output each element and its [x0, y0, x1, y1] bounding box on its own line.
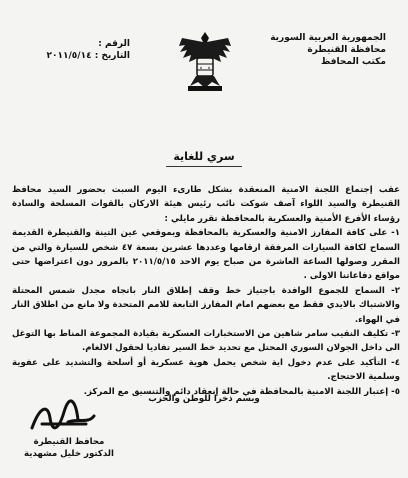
issuer-office: مكتب المحافظ: [320, 57, 386, 67]
body-intro: عقب إجتماع اللجنة الامنية المنعقدة بشكل طارىء اليوم السبت بحضور السيد محافظ القنيطرة والسيد اللواء آصف شوكت نائب رئيس هيئة الاركان بالقوات المسلحة والسادة رؤساء الأفرع الأمنية والعسكرية بالمحافظة تقرر مايلي :: [12, 185, 400, 224]
number-label: الرقم :: [98, 39, 130, 49]
reference-block: [20, 38, 130, 62]
letter-body: [12, 183, 400, 399]
body-item: ٢- السماح للجموع الوافدة باجتياز خط وقف إطلاق النار باتجاه مجدل شمس المحتلة والاشتباك بالايدي فقط مع بعضهم امام المفارز التابعة للامم المتحدة ولا مانع من اطلاق النار في الهواء.: [12, 285, 400, 325]
reference-number: [20, 38, 130, 50]
issuer-country: الجمهورية العربية السورية: [270, 33, 386, 43]
letterhead-issuer: [266, 32, 386, 68]
signatory-name: الدكتور خليل مشهدية: [24, 449, 114, 459]
eagle-emblem-icon: [176, 28, 234, 94]
signatory-title: محافظ القنيطرة: [33, 437, 105, 447]
classification-title: سري للغاية: [173, 150, 235, 163]
title-underline: [166, 166, 242, 167]
date-value: ٢٠١١/٥/١٤: [46, 51, 92, 61]
issuer-governorate: محافظة القنيطرة: [307, 45, 386, 55]
body-item: ٥- إعتبار اللجنة الامنية بالمحافظة في حالة إنعقاد دائم والتنسيق مع المركز.: [83, 386, 400, 397]
closing-line: وبسم ذخرا للوطن والحزب: [148, 394, 260, 404]
signatory-block: [24, 436, 114, 460]
date-label: التاريخ :: [94, 51, 130, 61]
reference-date: [20, 50, 130, 62]
body-item: ٣- تكليف النقيب سامر شاهين من الاستخبارات العسكرية بقيادة المجموعة المناط بها التوغل الى داخل الجولان السوري المحتل مع تحديد خط السير تفاديا لحقول الالغام.: [12, 329, 400, 354]
body-item: ١- على كافة المفارز الامنية والعسكرية بالمحافظة وبموقعي عين التينة والقنيطرة القديمة السماح لكافة السيارات المرفقة ارقامها وعددها عشرين بسعة ٤٧ شخص للسيارة والتي من المقرر وصولها الساعة العاشرة من صباح يوم الاحد ٢٠١١/٥/١٥ بالمرور دون اعتراضها حتى مواقع دفاعاتنا الاولى .: [12, 228, 400, 282]
handwritten-signature-icon: [28, 398, 98, 438]
body-item: ٤- التأكيد على عدم دخول اية شخص يحمل هوية عسكرية أو أسلحة والتشديد على عفوية وسلمية الاحتجاج.: [12, 357, 400, 383]
